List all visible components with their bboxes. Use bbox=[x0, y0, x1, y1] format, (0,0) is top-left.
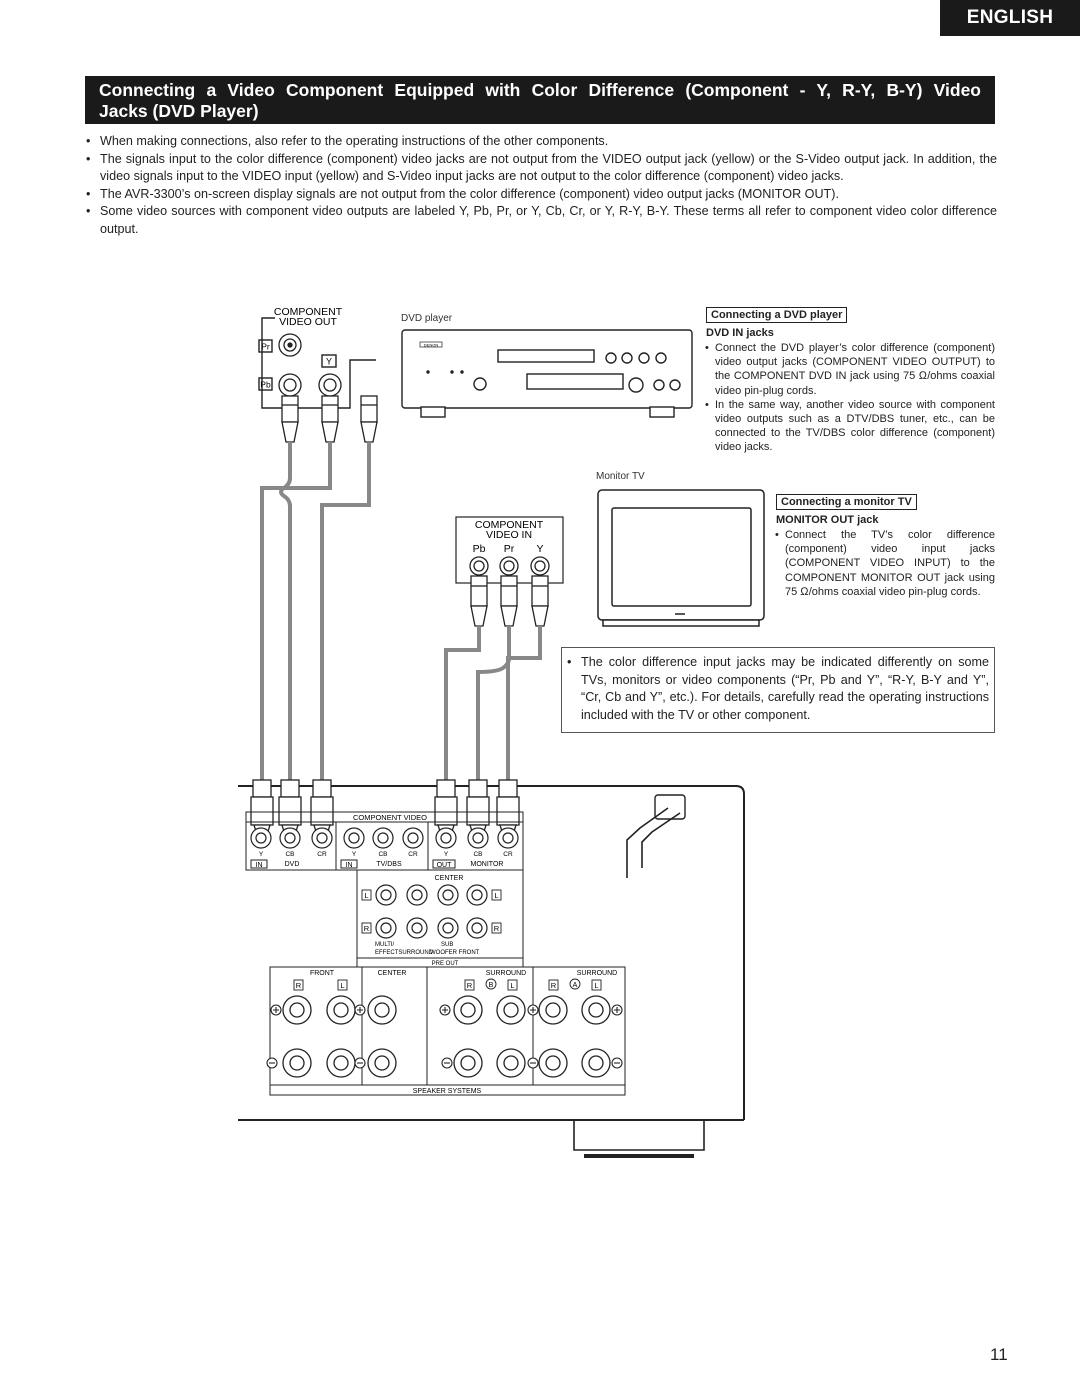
out-tag: OUT bbox=[436, 862, 452, 869]
tv-note-heading: Connecting a monitor TV bbox=[776, 494, 917, 510]
l-tag: L bbox=[510, 981, 515, 990]
jack-label: CR bbox=[408, 851, 418, 858]
pre-out-label: PRE OUT bbox=[431, 961, 459, 967]
l-tag: L bbox=[340, 981, 345, 990]
dvd-note-heading: Connecting a DVD player bbox=[706, 307, 847, 323]
pr-label: Pr bbox=[261, 341, 270, 352]
component-in-label: COMPONENT bbox=[474, 519, 544, 531]
front-label: FRONT bbox=[309, 970, 335, 977]
color-difference-note: • The color difference input jacks may be indicated differently on some TVs, monitors or video components (“Pr, Pb and Y”, “R-Y, B-Y and Y”, “Cr, Cb and Y”, etc.). For details, carefully read the operating instructions included with the TV or other component. bbox=[561, 647, 995, 733]
instruction-item: • The signals input to the color difference (component) video jacks are not output from the VIDEO output jack (yellow) or the S-Video output jack. In addition, the video signals input to the VIDEO input (yellow) and S-Video input jacks are not output to the color difference (component) video jacks. bbox=[85, 151, 997, 186]
jack-label: CR bbox=[317, 851, 327, 858]
dvd-note-subheading: DVD IN jacks bbox=[706, 327, 774, 339]
tv-jack-y-label: Y bbox=[536, 543, 544, 555]
speaker-systems-label: SPEAKER SYSTEMS bbox=[412, 1088, 482, 1095]
tv-jack-pb-label: Pb bbox=[472, 543, 486, 555]
section-title-line-2: Jacks (DVD Player) bbox=[99, 101, 259, 121]
r-tag: R bbox=[493, 924, 500, 933]
in-tag-dvd: IN bbox=[255, 862, 263, 869]
tv-plugs bbox=[471, 576, 548, 626]
dvd-brand: DENON bbox=[423, 342, 439, 348]
component-video-label: COMPONENT VIDEO bbox=[352, 813, 428, 822]
sub-label: SUB bbox=[441, 942, 454, 948]
r-tag: R bbox=[550, 981, 557, 990]
tv-cables bbox=[446, 626, 540, 780]
dvd-plugs bbox=[282, 396, 377, 442]
section-title-line-1: Connecting a Video Component Equipped with Color Difference (Component - Y, R-Y, B-Y) Video bbox=[99, 80, 981, 100]
surround-label: SURROUND bbox=[576, 970, 618, 977]
tv-jack-pr-label: Pr bbox=[503, 543, 515, 555]
dvd-output-bracket bbox=[262, 318, 376, 408]
video-in-label: VIDEO IN bbox=[485, 529, 533, 541]
r-tag: R bbox=[466, 981, 473, 990]
dvd-label: DVD bbox=[284, 861, 300, 868]
in-tag-tvdbs: IN bbox=[345, 862, 353, 869]
tvdbs-label: TV/DBS bbox=[376, 861, 402, 868]
r-tag: R bbox=[295, 981, 302, 990]
dvd-player bbox=[402, 330, 692, 417]
instruction-item: • When making connections, also refer to the operating instructions of the other components. bbox=[85, 133, 997, 151]
dvd-note-body bbox=[705, 341, 995, 455]
monitor-tv-caption: Monitor TV bbox=[596, 471, 645, 482]
dvd-cables bbox=[262, 442, 369, 780]
jack-label: CB bbox=[473, 851, 483, 858]
tv-note-subheading: MONITOR OUT jack bbox=[776, 514, 879, 526]
jack-label: CR bbox=[503, 851, 513, 858]
language-tab: ENGLISH bbox=[940, 0, 1080, 36]
video-out-label: VIDEO OUT bbox=[279, 316, 337, 328]
jack-label: CB bbox=[285, 851, 295, 858]
b-tag: B bbox=[488, 982, 494, 989]
r-tag: R bbox=[363, 924, 370, 933]
dvd-note-bullet: • In the same way, another video source with component video outputs such as a DTV/DBS tuner, etc., can be connected to the TV/DBS color difference (component) video jacks. bbox=[705, 398, 995, 455]
pb-label: Pb bbox=[260, 379, 271, 390]
dvd-player-caption: DVD player bbox=[401, 313, 453, 324]
component-out-label: COMPONENT bbox=[273, 306, 343, 318]
l-tag: L bbox=[594, 981, 599, 990]
multi-label: MULTI/ bbox=[375, 942, 395, 948]
instruction-item: • The AVR-3300’s on-screen display signals are not output from the color difference (component) video output jacks (MONITOR OUT). bbox=[85, 186, 997, 204]
jack-label: CB bbox=[378, 851, 388, 858]
tv-note-bullet: • Connect the TV’s color difference (component) video input jacks (COMPONENT VIDEO INPUT) to the COMPONENT MONITOR OUT jack using 75 Ω/ohms coaxial video pin-plug cords. bbox=[775, 528, 995, 599]
surround-label: SURROUND bbox=[485, 970, 527, 977]
l-tag: L bbox=[364, 891, 369, 900]
dvd-note-bullet: • Connect the DVD player’s color difference (component) video output jacks (COMPONENT VIDEO OUTPUT) to the COMPONENT DVD IN jack using 75 Ω/ohms coaxial video pin-plug cords. bbox=[705, 341, 995, 398]
receiver-component-jacks bbox=[251, 828, 518, 848]
monitor-label: MONITOR bbox=[470, 861, 504, 868]
page-number: 11 bbox=[990, 1345, 1008, 1364]
center-label: CENTER bbox=[434, 875, 464, 882]
tv-input-jacks bbox=[470, 557, 549, 575]
monitor-tv bbox=[598, 490, 764, 626]
l-tag: L bbox=[494, 891, 499, 900]
woofer-front-label: WOOFER FRONT bbox=[430, 950, 480, 956]
effect-surround-label: EFFECTSURROUND bbox=[375, 950, 433, 956]
jack-label: Y bbox=[351, 851, 357, 858]
speaker-center-label: CENTER bbox=[377, 970, 407, 977]
polarity-markers bbox=[267, 1005, 622, 1068]
tv-note-body bbox=[775, 528, 995, 599]
a-tag: A bbox=[572, 982, 578, 989]
jack-label: Y bbox=[443, 851, 449, 858]
jack-label: Y bbox=[258, 851, 264, 858]
y-label: Y bbox=[325, 356, 333, 367]
pre-out-jacks bbox=[376, 885, 487, 938]
instruction-item: • Some video sources with component video outputs are labeled Y, Pb, Pr, or Y, Cb, Cr, or Y, R-Y, B-Y. These terms all refer to component video color difference output. bbox=[85, 203, 997, 238]
